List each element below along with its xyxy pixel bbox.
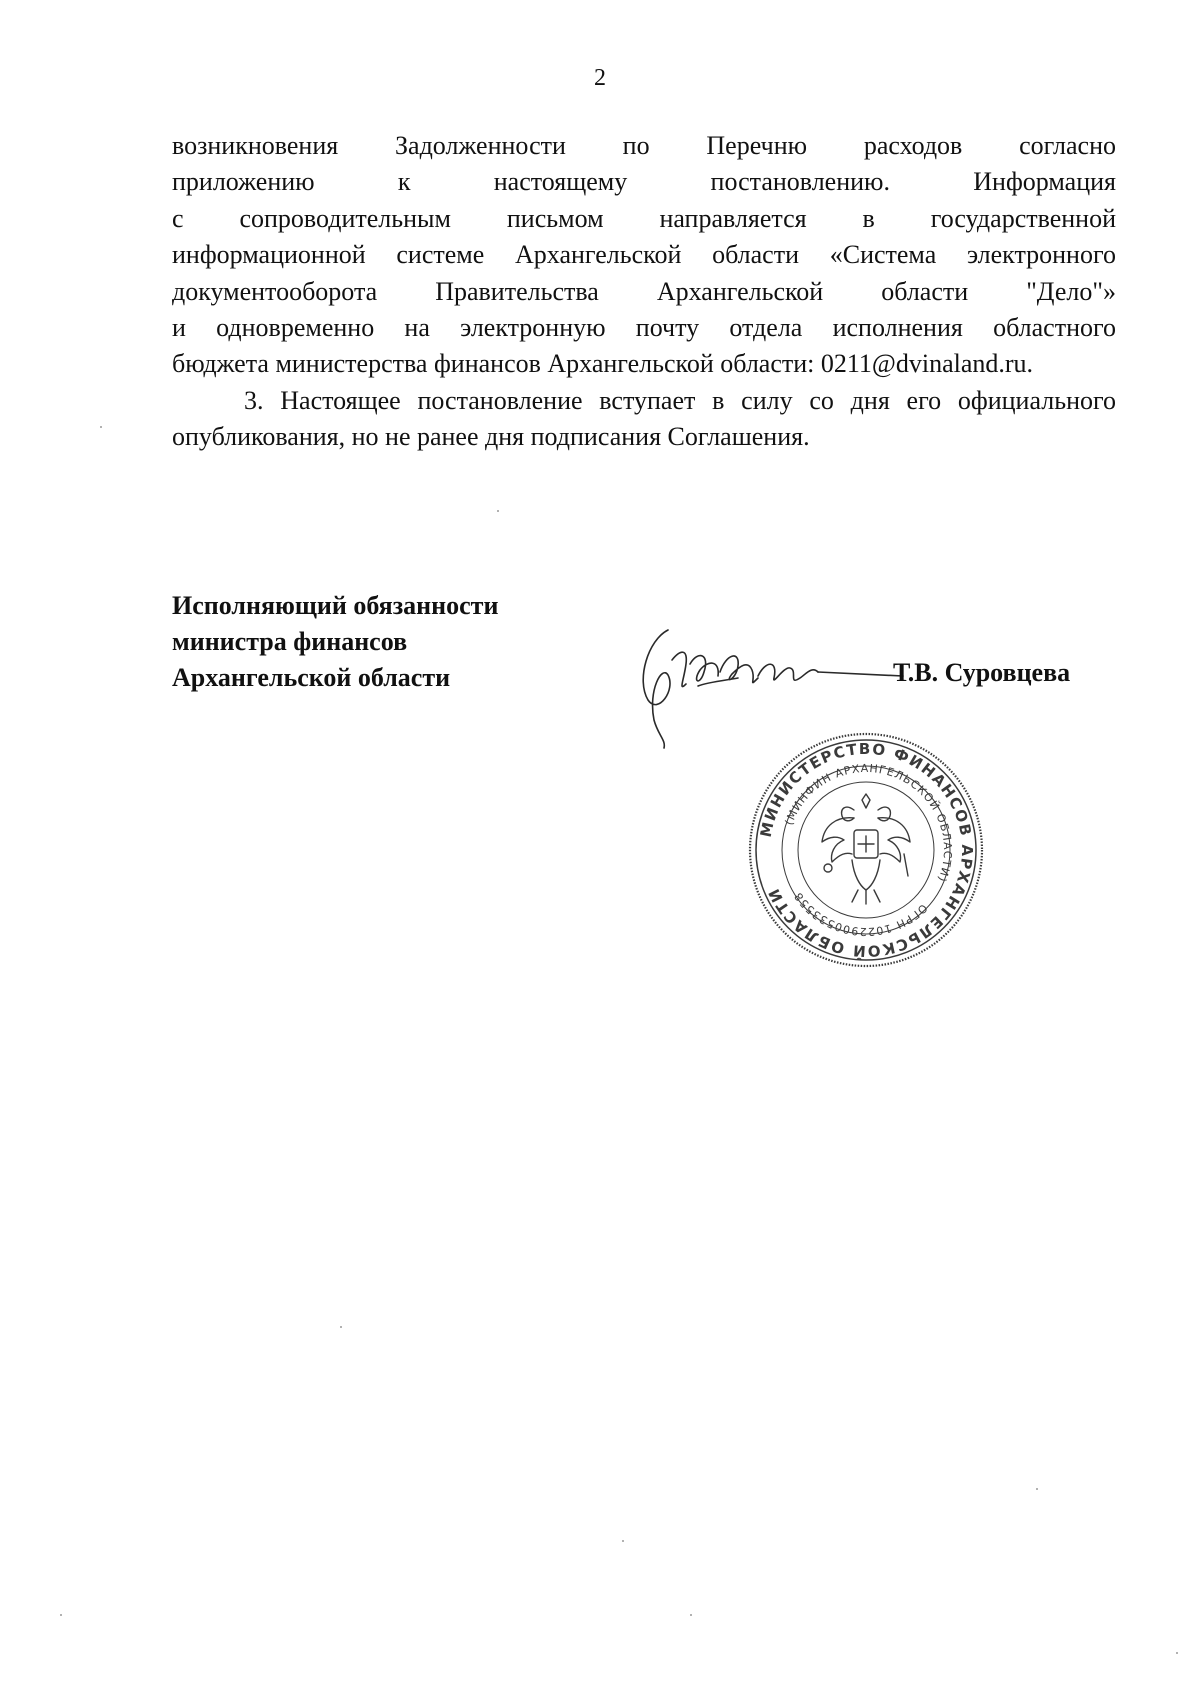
seal-outer-text: МИНИСТЕРСТВО ФИНАНСОВ АРХАНГЕЛЬСКОЙ ОБЛАСТИ xyxy=(756,739,977,961)
text-line: 3. Настоящее постановление вступает в силу со дня его официального xyxy=(244,385,1116,415)
signatory-name: Т.В. Суровцева xyxy=(893,658,1071,687)
scan-speck xyxy=(60,1614,62,1616)
scan-speck xyxy=(1176,1652,1178,1654)
page-number: 2 xyxy=(594,65,606,91)
text-line: бюджета министерства финансов Архангельской области: 0211@dvinaland.ru. xyxy=(172,349,1034,379)
position-line: министра финансов xyxy=(172,627,408,656)
scan-speck xyxy=(1036,1488,1038,1490)
text-line: информационной системе Архангельской области «Система электронного xyxy=(172,240,1116,270)
seal-inner-text: (МИНФИН АРХАНГЕЛЬСКОЙ ОБЛАСТИ) xyxy=(782,761,955,885)
text-line: и одновременно на электронную почту отдела исполнения областного xyxy=(172,313,1116,343)
seal-ogrn-text: ОГРН 1022900533558 xyxy=(791,889,930,939)
signatory-position xyxy=(172,588,498,696)
scan-speck xyxy=(497,510,499,512)
position-line: Архангельской области xyxy=(172,663,451,692)
position-line: Исполняющий обязанности xyxy=(172,591,499,620)
text-line: опубликования, но не ранее дня подписания Соглашения. xyxy=(172,422,810,452)
document-body xyxy=(172,128,1116,456)
text-line: документооборота Правительства Архангельской области "Дело"» xyxy=(172,276,1116,306)
scan-speck xyxy=(622,1540,624,1542)
text-line: приложению к настоящему постановлению. Информация xyxy=(172,167,1116,197)
text-line: с сопроводительным письмом направляется в государственной xyxy=(172,203,1116,233)
text-line: возникновения Задолженности по Перечню расходов согласно xyxy=(172,131,1116,160)
paragraph-continuation xyxy=(172,128,1116,383)
scan-speck xyxy=(100,426,102,428)
official-seal xyxy=(746,730,986,970)
scan-speck xyxy=(340,1326,342,1328)
scan-speck xyxy=(690,1614,692,1616)
paragraph-3 xyxy=(172,383,1116,456)
